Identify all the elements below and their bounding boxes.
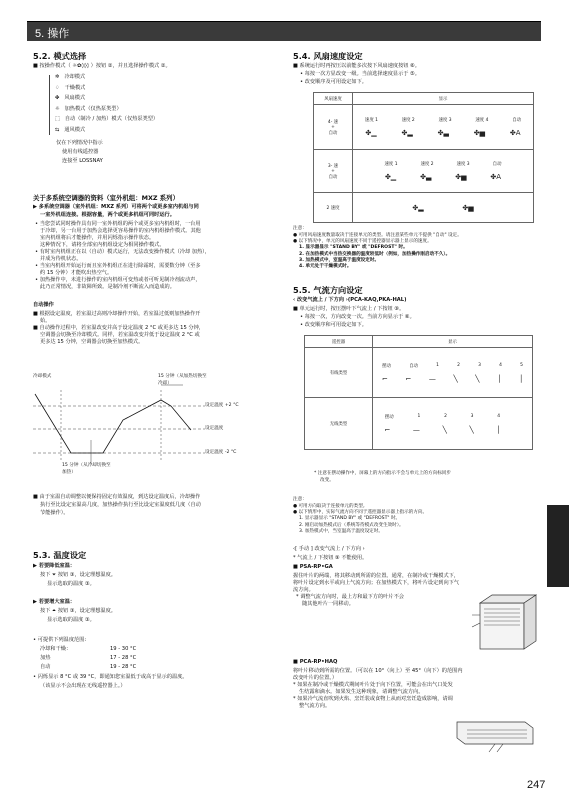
multi-system-title: 关于多系统空调器的资料（室外机组：MXZ 系列） bbox=[33, 194, 179, 202]
section-title: 5. 操作 bbox=[35, 28, 70, 40]
graph-bottom-label-2: 加热） bbox=[62, 470, 76, 475]
pca-line: 整气流方向。 bbox=[299, 703, 331, 709]
vent-note-2: 使用有线遥控器 bbox=[62, 149, 99, 155]
vent-note-3: 连接至 LOSSNAY bbox=[62, 158, 103, 164]
multi-note-line: • 当室内机组开始运行而且室外机组正在进行除霜时，需要数分钟（至多 bbox=[35, 263, 201, 269]
multi-note-line: 这种情况下，请将全部室内机组设定为相同操作模式。 bbox=[40, 242, 165, 248]
auto-icon: ⬚ bbox=[55, 116, 60, 122]
multi-note-line: • 加热操作中，未进行操作的室内机组可变热或者可听见制冷剂流动声， bbox=[35, 277, 201, 283]
row-2-speed: 2 速度 bbox=[314, 193, 353, 223]
range-key: 加热 bbox=[40, 655, 51, 661]
fan-note-title: 注意： bbox=[293, 226, 307, 231]
fan-note: ● 以下情况中，单元的风扇速度不同于遥控器显示器上显示的速度。 bbox=[293, 239, 432, 245]
mode-cool: 冷却模式 bbox=[64, 74, 86, 80]
auto-line: 空调器会切换至冷却模式。同样，若室温改变并低于设定温度 2 °C 或 bbox=[40, 332, 200, 338]
airflow-line-1: ■ 单元运行时，按压摆叶下气流上 / 下按钮 ⑨。 bbox=[293, 306, 405, 312]
col-fan-speed: 风扇速度 bbox=[314, 93, 353, 105]
heat-icon: ☼ bbox=[55, 105, 60, 112]
multi-note-line: 此乃正常情况，非故障所致。是制冷剂不断流入而造成的。 bbox=[40, 284, 175, 290]
psa-unit-illustration bbox=[468, 593, 538, 651]
fan-icon: ✤▂ bbox=[401, 129, 413, 137]
multi-note-line: 室内机组将后才能操作，并用闪烁指示操作状态。 bbox=[40, 235, 155, 241]
lower-temp-step-2: 显示选取的温度 ③。 bbox=[47, 581, 95, 587]
range-key: 冷却和干燥： bbox=[40, 646, 72, 652]
range-key: 自动 bbox=[40, 664, 51, 670]
row-3-speed-display: 速度 1 速度 2 速度 3 自动 ✤▁ ✤▃ ✤▅ ✤A bbox=[353, 150, 534, 193]
airflow-line-3: • 改变顺序和可用设定如下。 bbox=[300, 322, 367, 328]
row-wireless-display: 摆动 1 2 3 4 ⌐ — ╲ ╲ │ bbox=[373, 398, 533, 450]
multi-note-line: • 当您尝试同时操作具有同一室外机组的两个或更多室内机组时，一台用 bbox=[35, 221, 201, 227]
fan-icon: ✤▁ bbox=[384, 173, 397, 181]
auto-line: ■ 根据设定温度，若室温过高则冷却操作开始，若室温过低则加热操作开 bbox=[33, 311, 201, 317]
auto-save-note-3: 节能操作）。 bbox=[40, 510, 69, 516]
graph-plus-label: 设定温度 +2 °C bbox=[205, 403, 239, 408]
psa-line: 流方向。 bbox=[293, 587, 314, 593]
swing-footnote-1: * 注意在摆动操作中，屏幕上的方向指示不会与单元上的方向标同步 bbox=[314, 471, 451, 476]
pca-unit-illustration bbox=[455, 714, 535, 754]
vane-icon: ⌐ bbox=[381, 374, 388, 383]
fan-icon: ✤▅ bbox=[462, 203, 474, 212]
airflow-subtitle: ‹ 改变气流上 / 下方向 ›(PCA-KAQ,PKA-HAL) bbox=[293, 297, 407, 303]
flash-note-2: （该显示不会出现在无线遥控器上。） bbox=[40, 683, 126, 689]
raise-temp-heading: ▶ 若要增大室温： bbox=[33, 599, 76, 605]
mode-auto: 自动（制冷 / 加热）模式（仅热泵类型） bbox=[64, 116, 159, 122]
auto-line: 始。 bbox=[40, 318, 51, 324]
fan-note: 1. 显示器显示 "STAND BY" 或 "DEFROST" 时。 bbox=[299, 245, 408, 251]
lower-temp-heading: ▶ 若要降低室温： bbox=[33, 563, 76, 569]
mode-vent: 通风模式 bbox=[64, 126, 86, 133]
row-wired-display: 摆动 自动 1 2 3 4 5 ⌐ ⌐ — ╲ ╲ │ │ bbox=[373, 348, 533, 398]
fan-note: 4. 单元处于干燥模式时。 bbox=[299, 264, 352, 270]
airflow-notes bbox=[293, 504, 427, 535]
psa-line: 握住叶片的两端，将其移动到所需的位置。通常，在制冷或干燥模式下， bbox=[293, 573, 460, 579]
vent-note-1: 仅在下列情况中指示 bbox=[56, 140, 103, 146]
section-header bbox=[27, 21, 541, 41]
row-wireless: 无线类型 bbox=[305, 398, 373, 450]
vane-icon: ╲ bbox=[475, 374, 480, 383]
mode-cycle-line bbox=[49, 75, 56, 135]
fan-speed-table bbox=[313, 92, 534, 223]
col-remote: 遥控器 bbox=[305, 336, 373, 348]
mode-list bbox=[55, 74, 158, 137]
temp-setting-title: 5.3. 温度设定 bbox=[33, 550, 87, 560]
auto-line: 更多达 15 分钟，空调器会切换至加热模式。 bbox=[40, 339, 144, 345]
vane-icon: │ bbox=[496, 425, 501, 434]
range-value: 19 - 30 °C bbox=[110, 646, 137, 652]
manual-airflow-heading: ‹[ 手动 ] 改变气流上 / 下方向 › bbox=[293, 546, 365, 552]
airflow-title: 5.5. 气流方向设定 bbox=[293, 285, 363, 295]
fan-icon: ✤▅ bbox=[473, 129, 485, 137]
row-wired: 有线类型 bbox=[305, 348, 373, 398]
auto-op-title: 自动操作 bbox=[33, 302, 54, 308]
graph-set-label: 设定温度 bbox=[205, 426, 224, 431]
vane-icon: │ bbox=[518, 374, 524, 383]
fan-icon: ✤A bbox=[509, 129, 521, 137]
flash-note-1: • 闪烁显示 8 °C 或 39 °C，即通知您室温低于或高于显示的温度。 bbox=[33, 674, 188, 680]
fan-note: ● 可用风扇速度数量取决于连接单元的类型。请注意某些单元不提供 "自动" 设定。 bbox=[293, 233, 462, 238]
vane-icon: ╲ bbox=[442, 425, 447, 434]
airflow-line-2: • 每按一次，方向改变一次。当前方向显示于 ⑥。 bbox=[300, 314, 415, 320]
fan-icon: ✤▁ bbox=[365, 129, 377, 137]
airflow-note: 1. 显示器显示 "STAND BY" 或 "DEFROST" 时。 bbox=[299, 516, 401, 522]
fan-icon: ✤▅ bbox=[455, 173, 467, 181]
raise-temp-step-1: 按下 ⏶ 按钮 ③，设定理想温度。 bbox=[40, 608, 116, 614]
airflow-note: ● 可用方向取决于连接单元的类型。 bbox=[293, 504, 368, 509]
fan-speed-line-2: • 每按一次方显改变一级。当前选择速度显示于 ⑤。 bbox=[300, 71, 420, 77]
multi-note-line: • 有时室内机组正在以（自动）模式运行，无法改变操作模式（冷却 加热）， bbox=[35, 249, 210, 255]
vane-icon: │ bbox=[497, 374, 502, 383]
temp-range-title: • 可提供下列温度范围: bbox=[33, 637, 87, 643]
psa-heading: ■ PSA-RP•GA bbox=[293, 564, 333, 570]
pca-line: 改变叶片的位置。） bbox=[293, 675, 338, 681]
auto-save-note-1: ■ 由于室温自动调整以便保持固定有效温度，到达设定温度后，冷却操作 bbox=[33, 494, 201, 500]
fan-icon: ✤▃ bbox=[437, 129, 449, 137]
fan-icon: ✤▂ bbox=[412, 203, 424, 212]
fan-note: 2. 在加热模式中当热交换器的温度较低时（例如，加热操作刚启动不久）。 bbox=[299, 251, 451, 257]
multi-note-line: 约 15 分钟）才能吹出热空气。 bbox=[40, 270, 113, 276]
fan-icon: ✤A bbox=[490, 173, 502, 181]
page-number: 247 bbox=[527, 779, 546, 791]
page-tab-marker bbox=[547, 505, 569, 587]
mode-dry: 干燥模式 bbox=[64, 84, 86, 91]
auto-op-text bbox=[33, 311, 204, 346]
pca-text bbox=[293, 668, 463, 710]
graph-cool-label: 冷却模式 bbox=[33, 374, 52, 379]
lower-temp-step-1: 按下 ⏷ 按钮 ③，设定理想温度。 bbox=[40, 572, 116, 578]
fan-notes bbox=[293, 233, 462, 270]
fan-icon: ✤▃ bbox=[420, 173, 432, 181]
pca-line: * 如果冷气流直吹到火焰、烹饪装或食物上从而对烹饪造成影响，请调 bbox=[293, 696, 453, 702]
auto-line: ■ 自动操作过程中，若室温改变并高于设定温度 2 °C 或更多达 15 分钟， bbox=[33, 325, 204, 331]
auto-mode-graph bbox=[33, 380, 205, 470]
graph-minus-label: 设定温度 -2 °C bbox=[205, 450, 237, 455]
mode-heat: 加热模式（仅热泵类型） bbox=[64, 105, 122, 112]
pca-line: 将叶片移动到所需的位置。（可以在 10°（向上）至 45°（向下）的范围内 bbox=[293, 668, 463, 674]
pca-line: * 如果在制冷或干燥模式期间叶片处于向下位置，可能会在出气口处发 bbox=[293, 682, 453, 688]
col-display: 显示 bbox=[373, 336, 533, 348]
vane-icon: — bbox=[428, 374, 436, 383]
row-2-speed-display bbox=[353, 193, 534, 223]
airflow-note: ● 以下情形中，实际气流方向不同于遥控器显示器上指示的方向。 bbox=[293, 510, 428, 516]
vane-icon: ╲ bbox=[469, 425, 474, 434]
row-3-speed: 3- 速 + 自动 bbox=[314, 150, 353, 193]
vane-icon: — bbox=[412, 425, 420, 434]
airflow-note: 3. 加热模式中，当室温高于温度设定时。 bbox=[299, 528, 383, 534]
multi-note-line: 于冷却，另一台用于加热会选择更容易操作的室内机组操作模式。其他 bbox=[40, 228, 201, 234]
fan-speed-line-3: • 改变顺序及可用设定如下。 bbox=[300, 79, 367, 85]
manual-airflow-note: * 气流上 / 下按钮 ⑨ 不能使用。 bbox=[293, 555, 368, 561]
fan-icon: ✤ bbox=[55, 95, 60, 101]
swing-footnote-2: 改变。 bbox=[320, 478, 334, 483]
graph-bottom-label: 15 分钟（从冷却切换至 bbox=[62, 463, 111, 468]
drop-icon: ♢ bbox=[55, 84, 60, 91]
cool-icon: ✲ bbox=[55, 74, 60, 80]
psa-line: 随其他叶片一同移动。 bbox=[302, 601, 354, 607]
pca-line: 生结露和滴水。如果发生这种现象，请调整气流方向。 bbox=[299, 689, 424, 695]
vane-icon: ⌐ bbox=[384, 425, 391, 434]
psa-text bbox=[293, 573, 459, 608]
raise-temp-step-2: 显示选取的温度 ③。 bbox=[47, 617, 95, 623]
vent-icon: ⇆ bbox=[55, 126, 60, 133]
airflow-note-title: 注意： bbox=[293, 497, 307, 502]
pca-heading: ■ PCA-RP•HAQ bbox=[293, 659, 338, 665]
mode-select-title: 5.2. 模式选择 bbox=[33, 51, 87, 61]
airflow-table bbox=[304, 335, 533, 450]
graph-top-label: 15 分钟（从加热切换至 bbox=[158, 374, 207, 379]
fan-speed-line-1: ■ 系统运行时再按压以前能多次按下风扇速度按钮 ⑥。 bbox=[293, 63, 420, 69]
multi-note-line: 并成为待机状态。 bbox=[40, 256, 82, 262]
row-4-speed-display: 速度 1 速度 2 速度 3 速度 4 自动 ✤▁ ✤▂ ✤▃ ✤▅ ✤A bbox=[353, 105, 534, 150]
fan-note: 3. 加热模式中，室温高于温度设定时。 bbox=[299, 257, 380, 263]
psa-line: * 调整气流方向时，最上方和最下方的叶片不会 bbox=[296, 594, 404, 600]
vane-icon: ⌐ bbox=[405, 374, 412, 383]
fan-speed-title: 5.4. 风扇速度设定 bbox=[293, 51, 363, 61]
vane-icon: ╲ bbox=[453, 374, 458, 383]
multi-system-lead-2: 一室外机组连接。根据容量，两个或更多机组可同时运行。 bbox=[40, 212, 175, 218]
row-4-speed: 4- 速 + 自动 bbox=[314, 105, 353, 150]
auto-save-note-2: 执行至比设定室温高几度，加热操作执行至比设定室温度低几度（自动 bbox=[40, 502, 201, 508]
mode-fan: 风扇模式 bbox=[64, 95, 86, 101]
range-value: 17 - 28 °C bbox=[110, 655, 137, 661]
psa-line: 将叶片设定到水平或向上气流方向；在加热模式下，将叶片设定到向下气 bbox=[293, 580, 460, 586]
mode-select-intro: ■ 按操作模式（ ☼✿◊◊◊ ）按钮 ②，并且选择操作模式 ②。 bbox=[33, 63, 171, 69]
range-value: 19 - 28 °C bbox=[110, 664, 137, 670]
multi-system-lead-1: ▶ 多系统空调器（室外机组：MXZ 系列）可将两个或更多室内机组与同 bbox=[33, 204, 199, 210]
airflow-note: 2. 刚启动加热模式后（系统等待模式改变生效时）。 bbox=[299, 522, 404, 528]
multi-system-notes bbox=[35, 221, 210, 291]
graph-top-label-2: 冷却） bbox=[158, 381, 172, 386]
col-display: 显示 bbox=[353, 93, 534, 105]
